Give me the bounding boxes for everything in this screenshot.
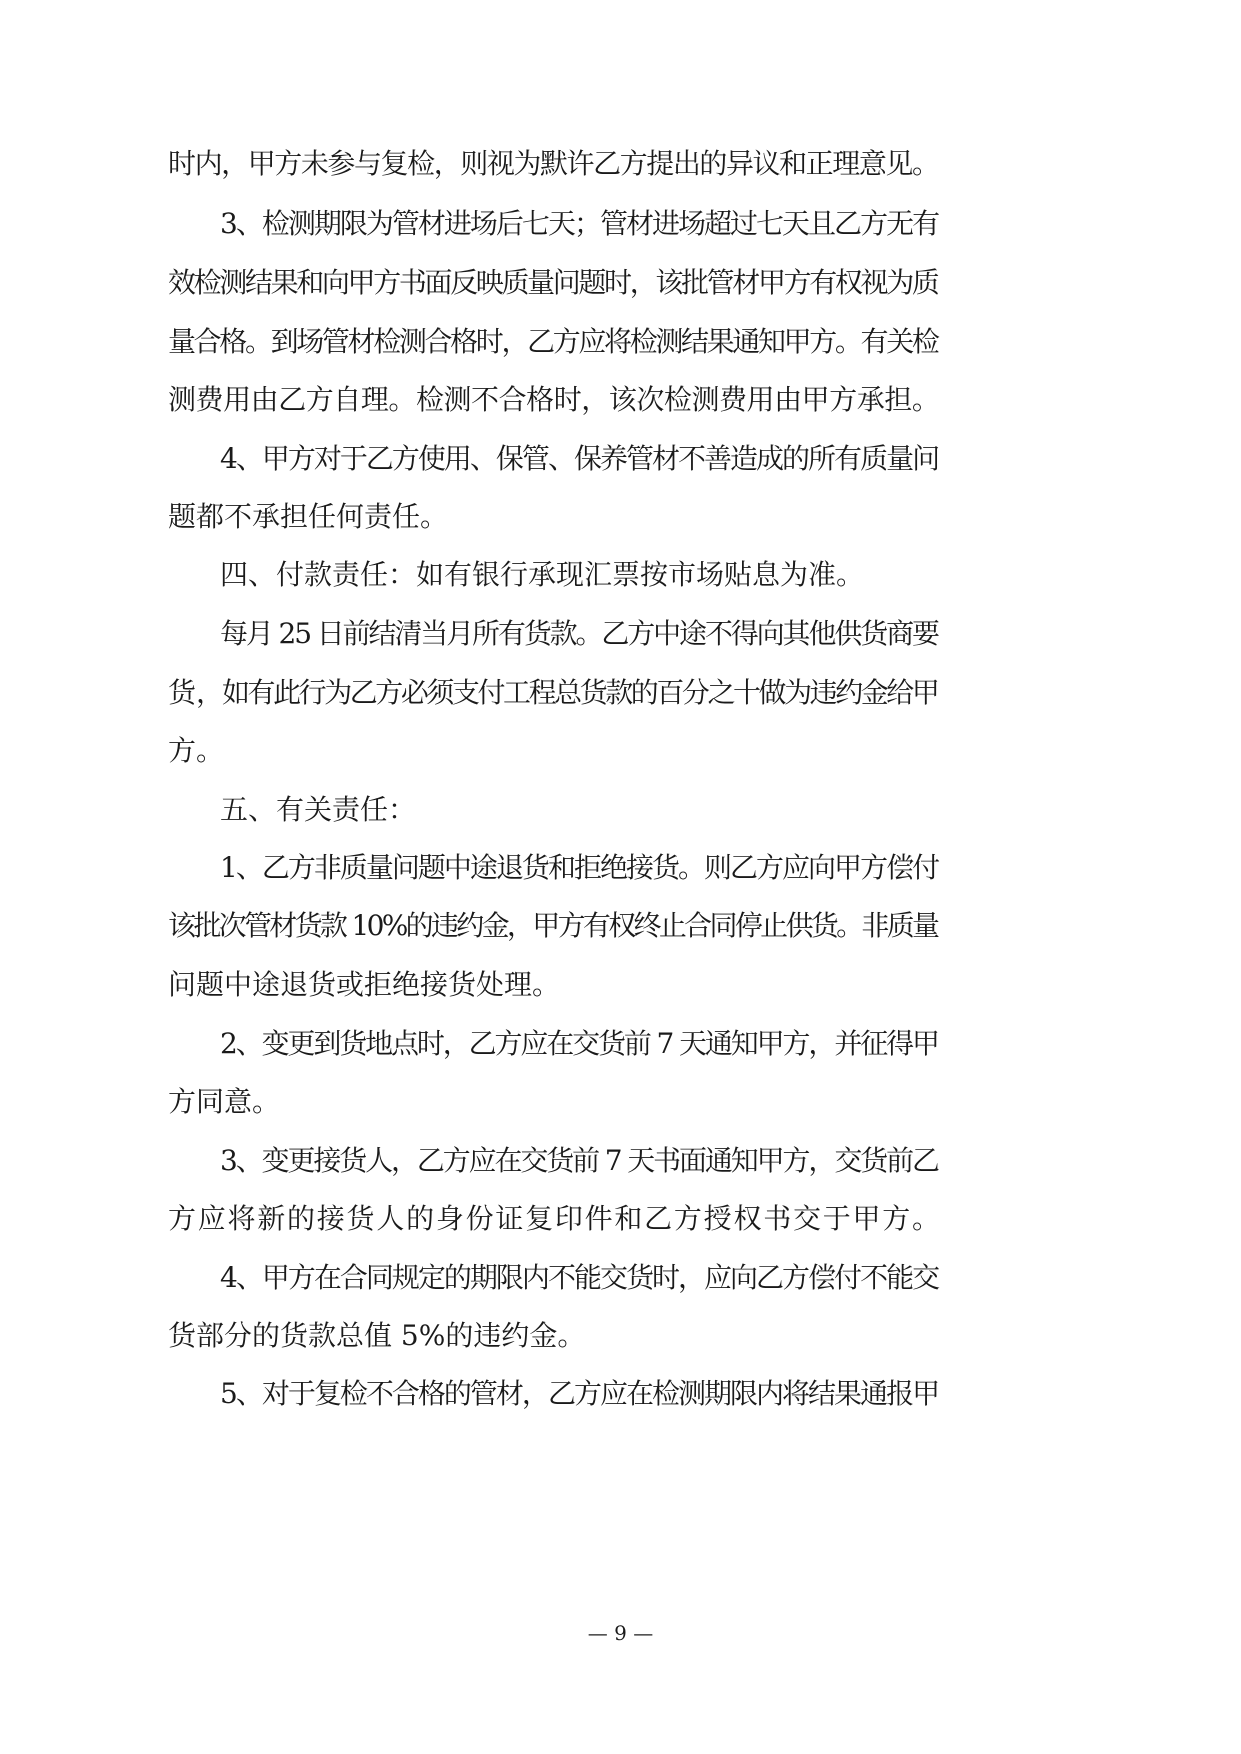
line-text: 1、乙方非质量问题中途退货和拒绝接货。则乙方应向甲方偿付 (220, 851, 939, 884)
line-text: 3、检测期限为管材进场后七天；管材进场超过七天且乙方无有 (220, 207, 939, 240)
line-text: 5、对于复检不合格的管材，乙方应在检测期限内将结果通报甲 (220, 1377, 939, 1410)
line-text: 量合格。到场管材检测合格时，乙方应将检测结果通知甲方。有关检 (168, 325, 938, 358)
line-text: 该批次管材货款 10%的违约金，甲方有权终止合同停止供货。非质量 (168, 909, 938, 942)
line-text: 方。 (168, 734, 225, 767)
line-text: 2、变更到货地点时，乙方应在交货前 7 天通知甲方，并征得甲 (220, 1027, 938, 1060)
line-text: 方应将新的接货人的身份证复印件和乙方授权书交于甲方。 (168, 1202, 942, 1235)
page-number: — 9 — (587, 1621, 654, 1645)
line-text: 题都不承担任何责任。 (168, 500, 449, 533)
line-text: 效检测结果和向甲方书面反映质量问题时，该批管材甲方有权视为质 (168, 266, 938, 299)
line-text: 问题中途退货或拒绝接货处理。 (168, 968, 561, 1001)
line-text: 3、变更接货人，乙方应在交货前 7 天书面通知甲方，交货前乙 (220, 1144, 938, 1177)
line-text: 如有此行为乙方必须支付工程总货款的百分之十做为违约金给甲 (222, 676, 938, 709)
line-text: 五、有关责任： (220, 793, 417, 826)
line-text: 方同意。 (168, 1085, 281, 1118)
line-text: 货， (168, 676, 225, 709)
line-text: 时内，甲方未参与复检，则视为默许乙方提出的异议和正理意见。 (168, 147, 939, 180)
line-text: 每月 25 日前结清当月所有货款。乙方中途不得向其他供货商要 (220, 617, 938, 650)
line-text: 四、付款责任：如有银行承现汇票按市场贴息为准。 (220, 558, 865, 591)
line-text: 4、甲方对于乙方使用、保管、保养管材不善造成的所有质量问 (220, 442, 939, 475)
line-text: 4、甲方在合同规定的期限内不能交货时，应向乙方偿付不能交 (220, 1261, 939, 1294)
line-text: 测费用由乙方自理。检测不合格时，该次检测费用由甲方承担。 (168, 383, 940, 416)
line-text: 货部分的货款总值 5%的违约金。 (168, 1319, 586, 1352)
